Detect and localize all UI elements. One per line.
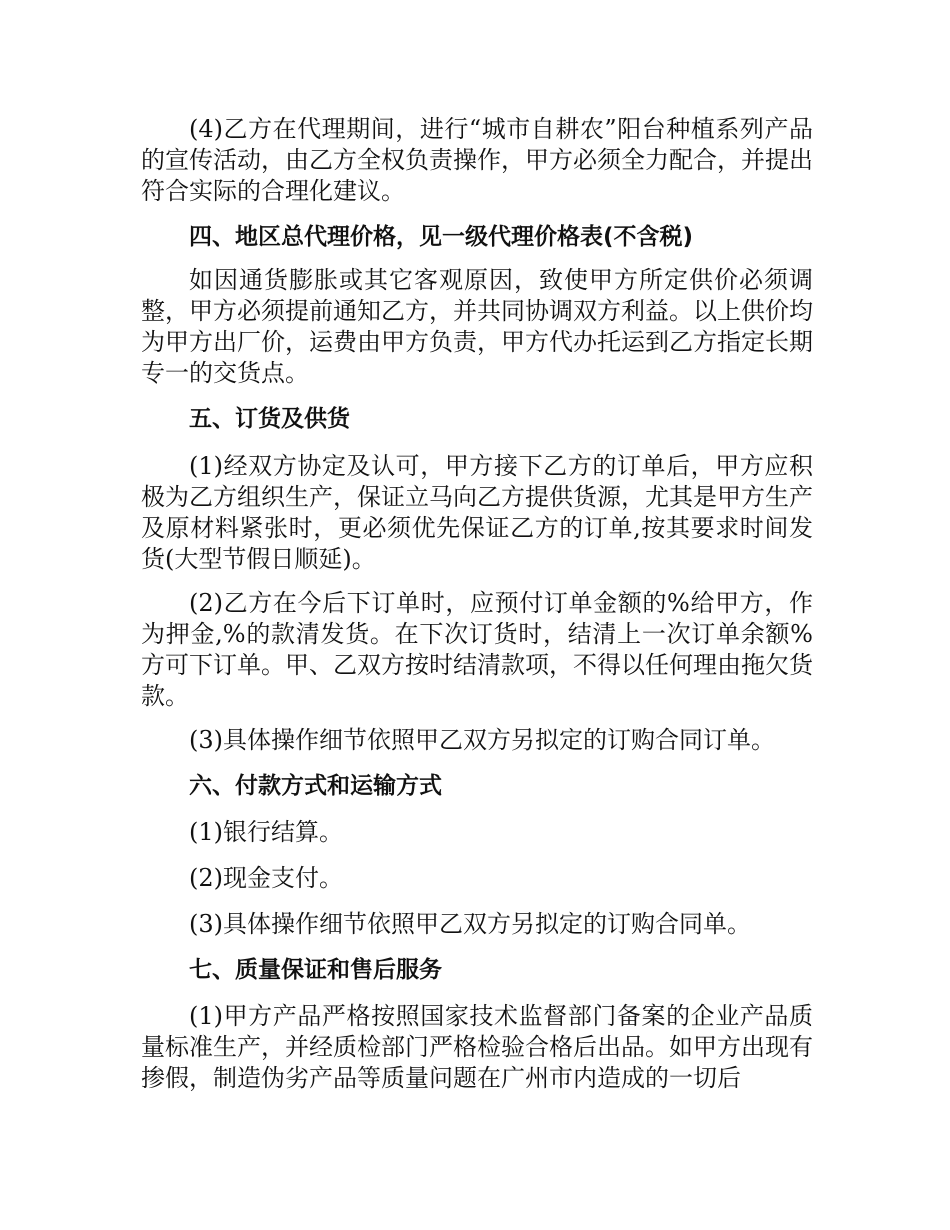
paragraph-order-clause-2: (2)乙方在今后下订单时，应预付订单金额的%给甲方，作为押金,%的款清发货。在下次订货时，结清上一次订单余额%方可下订单。甲、乙双方按时结清款项，不得以任何理由拖欠货款。 [141, 589, 813, 710]
section-heading-quality: 七、质量保证和售后服务 [189, 957, 442, 983]
paragraph-order-clause-1: (1)经双方协定及认可，甲方接下乙方的订单后，甲方应积极为乙方组织生产，保证立马向乙方提供货源，尤其是甲方生产及原材料紧张时，更必须优先保证乙方的订单,按其要求时间发货(大型节假日顺延)。 [141, 452, 813, 573]
paragraph-payment-cash: (2)现金支付。 [189, 864, 343, 892]
paragraph-promotion-clause: (4)乙方在代理期间，进行“城市自耕农”阳台种植系列产品的宣传活动，由乙方全权负责操作，甲方必须全力配合，并提出符合实际的合理化建议。 [141, 115, 813, 205]
paragraph-price-adjustment: 如因通货膨胀或其它客观原因，致使甲方所定供价必须调整，甲方必须提前通知乙方，并共同协调双方利益。以上供价均为甲方出厂价，运费由甲方负责，甲方代办托运到乙方指定长期专一的交货点。 [141, 266, 813, 387]
paragraph-payment-bank: (1)银行结算。 [189, 818, 343, 846]
paragraph-payment-details: (3)具体操作细节依照甲乙双方另拟定的订购合同单。 [189, 910, 751, 938]
section-heading-agency-price: 四、地区总代理价格，见一级代理价格表(不含税) [189, 224, 694, 250]
paragraph-order-clause-3: (3)具体操作细节依照甲乙双方另拟定的订购合同订单。 [189, 726, 775, 754]
section-heading-payment: 六、付款方式和运输方式 [189, 773, 442, 799]
paragraph-quality-clause-1: (1)甲方产品严格按照国家技术监督部门备案的企业产品质量标准生产，并经质检部门严格检验合格后出品。如甲方出现有掺假，制造伪劣产品等质量问题在广州市内造成的一切后 [141, 1002, 813, 1092]
section-heading-ordering: 五、订货及供货 [189, 406, 350, 432]
